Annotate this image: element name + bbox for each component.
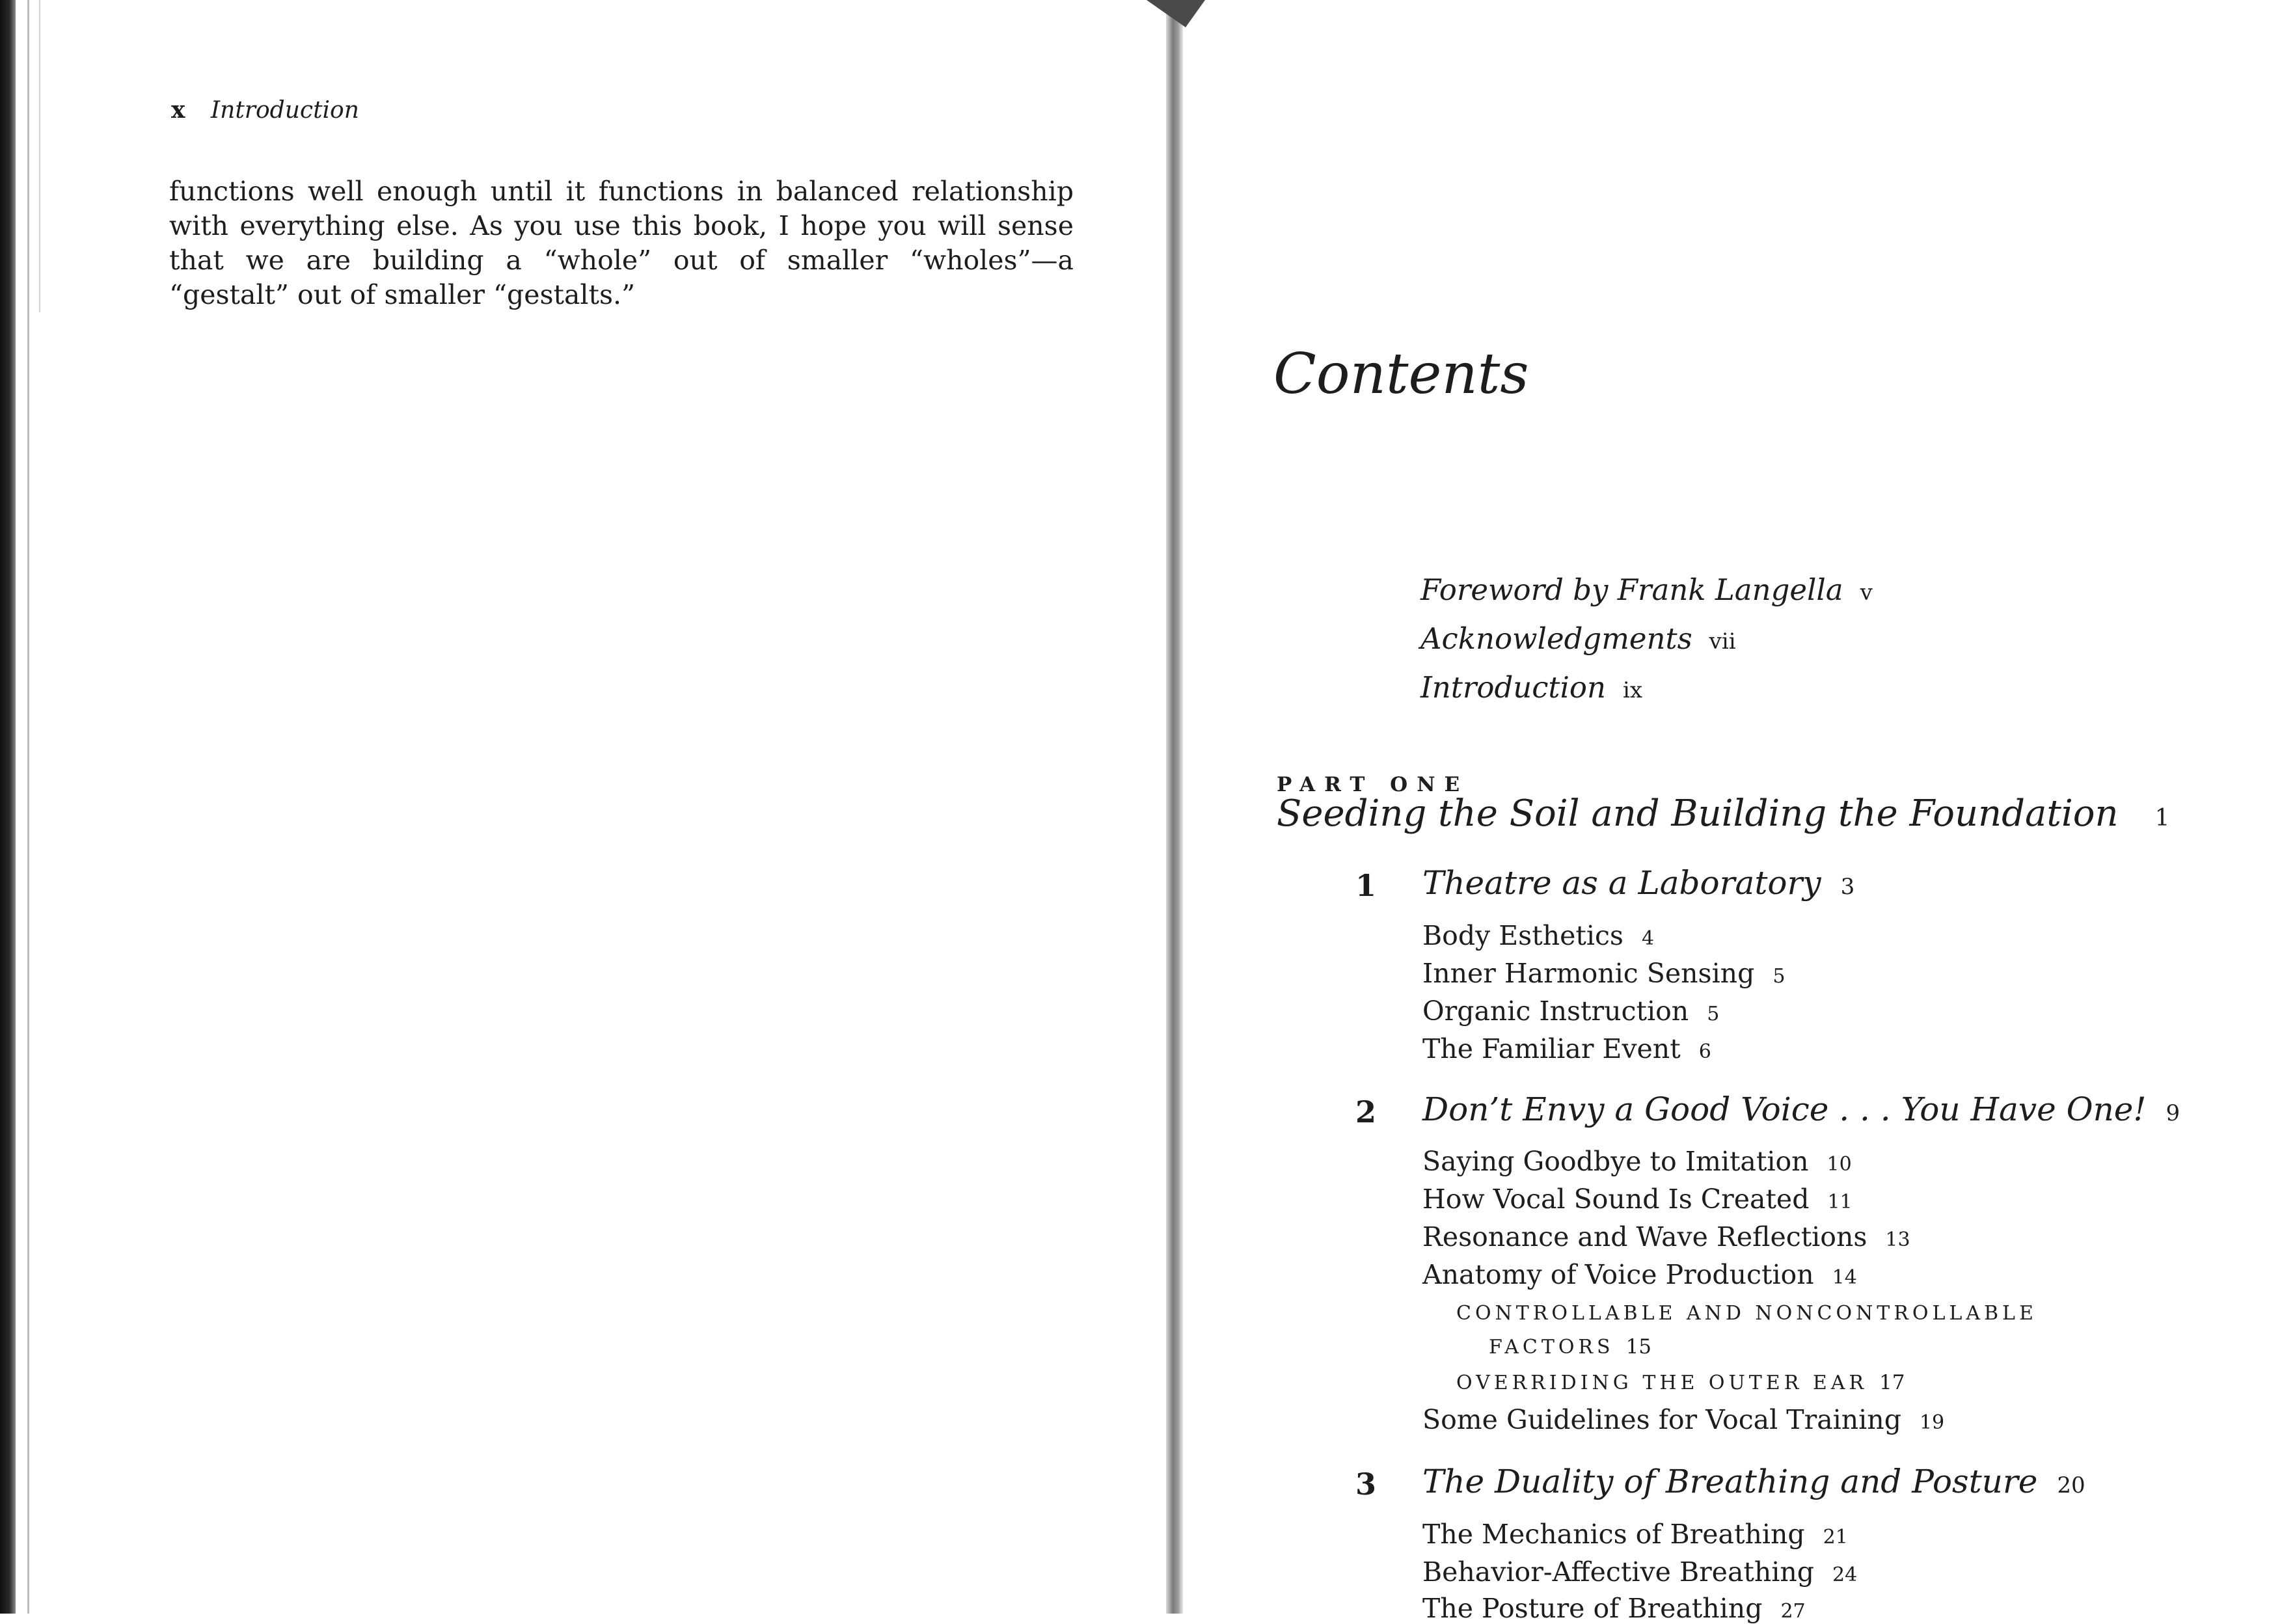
part-title: Seeding the Soil and Building the Foundation (1277, 792, 2119, 835)
toc-entry-page: v (1860, 580, 1873, 606)
section-title: Body Esthetics (1422, 920, 1623, 951)
chapter-title: The Duality of Breathing and Posture (1422, 1463, 2038, 1500)
section-title: How Vocal Sound Is Created (1422, 1184, 1810, 1215)
section-title: Saying Goodbye to Imitation (1422, 1146, 1809, 1177)
section-title: Resonance and Wave Reflections (1422, 1221, 1868, 1252)
subsection-page: 15 (1625, 1335, 1652, 1359)
page-number: x (171, 96, 185, 124)
toc-section[interactable] (1422, 958, 1785, 989)
toc-section[interactable] (1422, 1556, 1857, 1588)
toc-chapter-2[interactable] (1422, 1090, 2180, 1128)
section-page: 10 (1827, 1153, 1852, 1176)
spine-top-mark (1147, 0, 1205, 27)
toc-section[interactable] (1422, 1033, 1711, 1064)
toc-entry-title: Introduction (1420, 670, 1606, 705)
subsection-title: OVERRIDING THE OUTER EAR (1456, 1372, 1868, 1394)
section-title: Anatomy of Voice Production (1422, 1259, 1814, 1290)
toc-section[interactable] (1422, 1404, 1944, 1435)
toc-section[interactable] (1422, 920, 1654, 951)
toc-chapter-1[interactable] (1422, 864, 1854, 902)
toc-chapter-3[interactable] (1422, 1463, 2085, 1500)
toc-entry-title: Acknowledgments (1420, 621, 1692, 656)
book-spine-gutter (1166, 0, 1183, 1614)
left-page-edge-line (27, 0, 29, 1614)
body-paragraph: functions well enough until it functions in balanced relationship with everything else. As you use this book, I hope you will sense that we are building a “whole” out of smaller “wholes”—a “gestalt” out of smaller “gestalts.” (169, 176, 1074, 310)
running-head-title: Introduction (210, 97, 359, 124)
chapter-number: 1 (1355, 868, 1377, 903)
toc-entry-page: vii (1709, 629, 1736, 655)
toc-subsection[interactable] (1456, 1302, 2037, 1325)
toc-section[interactable] (1422, 1519, 1848, 1550)
toc-section[interactable] (1422, 1259, 1857, 1290)
toc-front-matter-acknowledgments[interactable] (1420, 621, 1736, 656)
chapter-page: 9 (2166, 1100, 2180, 1126)
section-page: 5 (1773, 965, 1786, 988)
contents-heading: Contents (1273, 342, 1529, 407)
subsection-title: FACTORS (1489, 1336, 1614, 1359)
section-title: Inner Harmonic Sensing (1422, 958, 1755, 989)
section-title: Some Guidelines for Vocal Training (1422, 1404, 1901, 1435)
chapter-title: Don’t Envy a Good Voice . . . You Have One! (1422, 1090, 2147, 1128)
section-page: 4 (1641, 927, 1655, 950)
left-page-edge-line-faint (39, 0, 40, 312)
toc-section[interactable] (1422, 1146, 1852, 1177)
chapter-page: 3 (1840, 874, 1855, 900)
section-title: The Posture of Breathing (1422, 1593, 1763, 1624)
subsection-title: CONTROLLABLE AND NONCONTROLLABLE (1456, 1302, 2037, 1325)
toc-subsection[interactable] (1456, 1371, 1905, 1394)
part-page: 1 (2154, 805, 2170, 832)
section-page: 5 (1707, 1003, 1720, 1025)
section-page: 27 (1780, 1600, 1806, 1623)
left-page-edge-shadow (0, 0, 16, 1614)
toc-entry-page: ix (1623, 677, 1643, 703)
section-title: The Mechanics of Breathing (1422, 1519, 1805, 1550)
part-label: PART ONE (1277, 773, 1469, 796)
section-title: Organic Instruction (1422, 995, 1689, 1027)
chapter-title: Theatre as a Laboratory (1422, 864, 1821, 902)
toc-section[interactable] (1422, 995, 1719, 1027)
toc-section[interactable] (1422, 1221, 1910, 1252)
section-page: 14 (1832, 1266, 1857, 1289)
section-title: Behavior-Affective Breathing (1422, 1556, 1815, 1588)
toc-part-one[interactable] (1277, 792, 2169, 835)
section-title: The Familiar Event (1422, 1033, 1681, 1064)
toc-section[interactable] (1422, 1593, 1806, 1624)
chapter-page: 20 (2057, 1472, 2085, 1498)
toc-section[interactable] (1422, 1184, 1853, 1215)
section-page: 11 (1827, 1191, 1853, 1213)
section-page: 19 (1919, 1411, 1945, 1434)
toc-entry-title: Foreword by Frank Langella (1420, 573, 1843, 607)
chapter-number: 2 (1355, 1094, 1377, 1130)
section-page: 21 (1823, 1526, 1848, 1549)
subsection-page: 17 (1879, 1371, 1905, 1394)
running-head (171, 96, 359, 124)
section-page: 6 (1698, 1040, 1711, 1063)
section-page: 13 (1885, 1228, 1910, 1251)
toc-subsection-continued[interactable] (1489, 1335, 1651, 1359)
toc-front-matter-introduction[interactable] (1420, 670, 1642, 705)
section-page: 24 (1832, 1563, 1858, 1586)
toc-front-matter-foreword[interactable] (1420, 573, 1873, 607)
chapter-number: 3 (1355, 1467, 1377, 1502)
